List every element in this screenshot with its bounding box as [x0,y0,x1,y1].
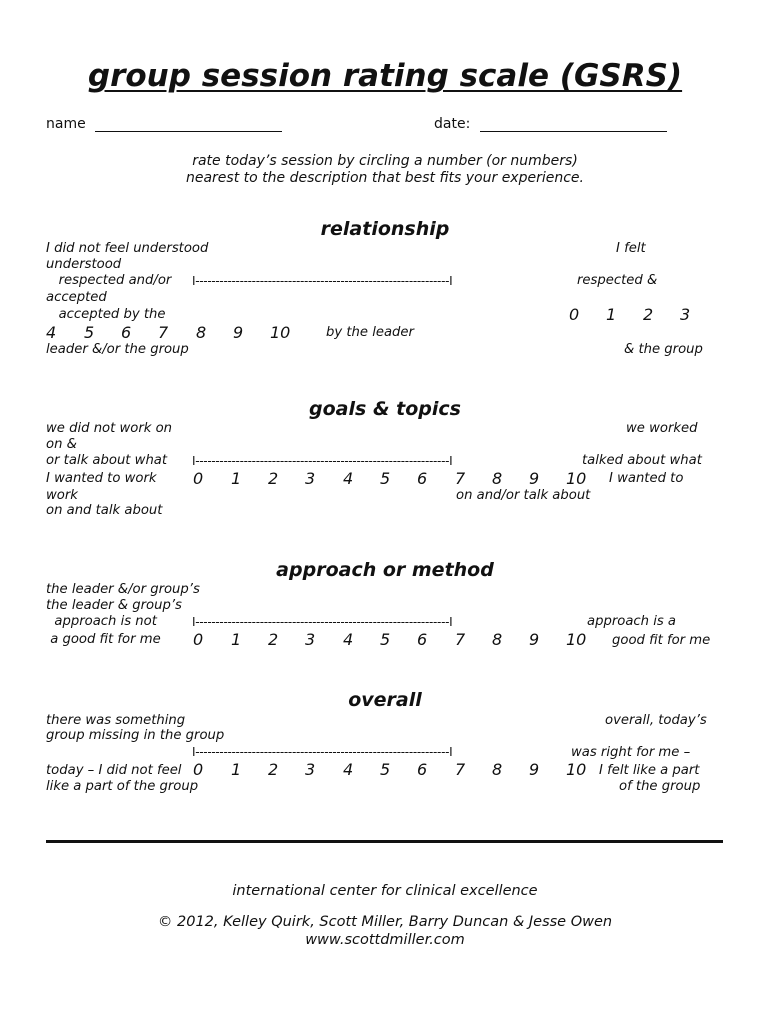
rating-option[interactable]: 2 [643,305,654,324]
goals-left-text: or talk about what [46,453,168,468]
rating-option[interactable]: 0 [569,305,580,324]
goals-left-text: I wanted to work [46,471,157,486]
approach-right-text: good fit for me [612,633,711,648]
overall-right-text: overall, today’s [605,713,707,728]
rating-option[interactable]: 7 [455,469,466,488]
relationship-right-text: by the leader [326,325,414,340]
footer-website[interactable]: www.scottdmiller.com [305,932,465,948]
approach-left-text: approach is not [46,614,157,629]
rating-option[interactable]: 4 [343,760,354,779]
rating-option[interactable]: 9 [529,760,540,779]
overall-heading: overall [348,689,422,711]
footer-copyright: © 2012, Kelley Quirk, Scott Miller, Barry Duncan & Jesse Owen [157,914,613,930]
approach-left-text: the leader &/or group’s [46,582,200,597]
rating-option[interactable]: 6 [417,760,428,779]
rating-option[interactable]: 5 [84,323,95,342]
rating-option[interactable]: 6 [417,469,428,488]
date-label: date: [434,116,471,132]
rating-option[interactable]: 1 [231,469,242,488]
name-field[interactable] [95,131,282,132]
rating-option[interactable]: 4 [343,630,354,649]
rating-option[interactable]: 3 [305,469,316,488]
relationship-left-text: leader &/or the group [46,342,189,357]
relationship-heading: relationship [320,218,450,240]
rating-option[interactable]: 1 [606,305,617,324]
relationship-scale-line: I---------------------------------------------------------------I [192,274,453,288]
rating-option[interactable]: 3 [305,760,316,779]
rating-option[interactable]: 8 [492,630,503,649]
goals-right-text: on and/or talk about [456,488,591,503]
goals-scale-line: I---------------------------------------------------------------I [192,454,453,468]
relationship-left-text: accepted by the [46,307,166,322]
goals-left-text: we did not work on [46,421,173,436]
goals-right-text: we worked [626,421,698,436]
relationship-left-text: I did not feel understood [46,241,209,256]
goals-left-text: on & [46,437,77,452]
relationship-right-text: & the group [624,342,703,357]
rating-option[interactable]: 7 [455,630,466,649]
rating-option[interactable]: 1 [231,630,242,649]
overall-left-text: there was something [46,713,186,728]
rating-option[interactable]: 8 [196,323,207,342]
rating-option[interactable]: 5 [380,630,391,649]
rating-option[interactable]: 3 [680,305,691,324]
footer-divider [46,840,723,843]
footer-org: international center for clinical excellence [232,883,538,899]
rating-option[interactable]: 4 [46,323,57,342]
instruction-line-2: nearest to the description that best fits your experience. [185,170,584,186]
goals-left-text: on and talk about [46,503,163,518]
rating-option[interactable]: 8 [492,760,503,779]
rating-option[interactable]: 0 [193,469,204,488]
overall-left-text: today – I did not feel [46,763,182,778]
relationship-right-text: I felt [616,241,646,256]
goals-heading: goals & topics [309,398,461,420]
rating-option[interactable]: 10 [270,323,291,342]
rating-option[interactable]: 7 [455,760,466,779]
rating-option[interactable]: 2 [268,630,279,649]
rating-option[interactable]: 9 [529,469,540,488]
goals-right-text: talked about what [582,453,702,468]
overall-right-text: of the group [619,779,701,794]
approach-heading: approach or method [276,559,494,581]
rating-option[interactable]: 9 [529,630,540,649]
rating-option[interactable]: 9 [233,323,244,342]
rating-option[interactable]: 4 [343,469,354,488]
name-label: name [46,116,86,132]
goals-right-text: I wanted to [609,471,684,486]
overall-scale-line: I---------------------------------------------------------------I [192,745,453,759]
rating-option[interactable]: 6 [417,630,428,649]
instruction-line-1: rate today’s session by circling a number (or numbers) [192,153,578,169]
rating-option[interactable]: 0 [193,760,204,779]
date-field[interactable] [480,131,667,132]
approach-left-text: the leader & group’s [46,598,182,613]
rating-option[interactable]: 10 [566,760,587,779]
rating-option[interactable]: 10 [566,469,587,488]
overall-left-text: like a part of the group [46,779,199,794]
rating-option[interactable]: 10 [566,630,587,649]
relationship-left-text: accepted [46,290,107,305]
relationship-right-text: respected & [577,273,658,288]
approach-left-text: a good fit for me [46,632,161,647]
goals-left-text: work [46,488,78,503]
approach-scale-line: I---------------------------------------------------------------I [192,615,453,629]
rating-option[interactable]: 3 [305,630,316,649]
overall-left-text: group missing in the group [46,728,225,743]
rating-option[interactable]: 5 [380,469,391,488]
overall-right-text: was right for me – [571,745,691,760]
rating-option[interactable]: 0 [193,630,204,649]
overall-right-text: I felt like a part [599,763,700,778]
approach-right-text: approach is a [587,614,677,629]
rating-option[interactable]: 1 [231,760,242,779]
rating-option[interactable]: 7 [158,323,169,342]
rating-option[interactable]: 8 [492,469,503,488]
page-title: group session rating scale (GSRS) [87,58,683,94]
relationship-left-text: respected and/or [46,273,172,288]
rating-option[interactable]: 2 [268,760,279,779]
relationship-left-text: understood [46,257,122,272]
rating-option[interactable]: 5 [380,760,391,779]
rating-option[interactable]: 6 [121,323,132,342]
rating-option[interactable]: 2 [268,469,279,488]
